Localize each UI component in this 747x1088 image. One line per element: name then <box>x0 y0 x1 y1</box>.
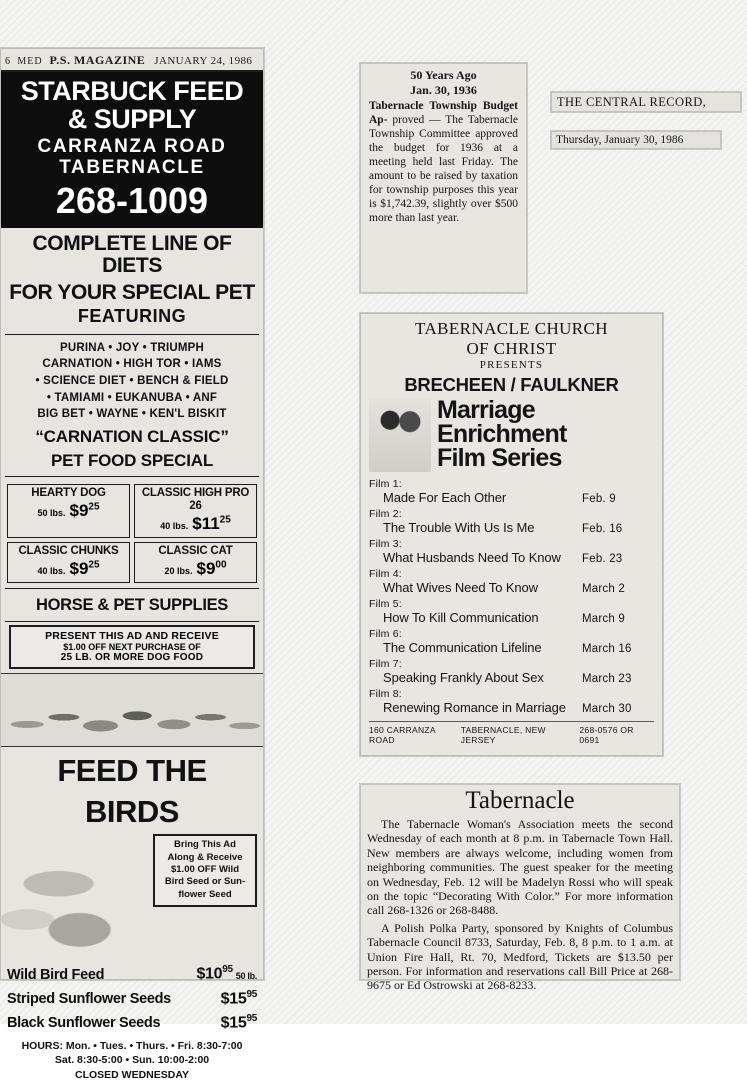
product-name: HEARTY DOG <box>31 486 106 499</box>
diets-headline-line1: COMPLETE LINE OF DIETS <box>32 231 232 277</box>
film-row <box>369 688 654 715</box>
film-row <box>369 478 654 505</box>
price-table <box>1 480 263 586</box>
bird-coupon-line4: Bird Seed or Sun- <box>164 876 246 888</box>
product-weight: 40 lbs. <box>160 520 189 531</box>
publication-date: JANUARY 24, 1986 <box>154 55 253 67</box>
feed-the-birds-line1: FEED THE <box>57 753 207 789</box>
hours-line1: HOURS: Mon. • Tues. • Thurs. • Fri. 8:30-7:00 <box>21 1040 243 1053</box>
rule-divider <box>5 588 259 589</box>
pets-illustration <box>1 673 263 747</box>
seed-price: $\$10^{95}50$ lb. <box>196 964 257 983</box>
feed-the-birds-line2: BIRDS <box>85 793 179 829</box>
product-weight: 20 lbs. <box>164 566 193 577</box>
series-title-block <box>369 398 654 472</box>
film-date: March 23 <box>582 673 632 686</box>
film-schedule-list <box>369 478 654 715</box>
product-weight: 50 lbs. <box>37 507 66 518</box>
ad-top-rule <box>1 49 263 72</box>
film-date: March 30 <box>582 703 632 716</box>
birds-illustration <box>1 830 263 958</box>
bird-coupon-line2: Along & Receive <box>167 851 243 863</box>
film-label: Film 1: <box>369 478 402 491</box>
starbuck-feed-advertisement <box>0 48 264 1081</box>
film-date: March 2 <box>582 583 625 596</box>
brand-list <box>1 338 263 425</box>
film-label: Film 2: <box>369 508 402 521</box>
brand-line: BIG BET • WAYNE • KEN'L BISKIT <box>37 408 227 421</box>
tabernacle-paragraph-1: The Tabernacle Woman's Association meets the second Wednesday of each month at 8 p.m. in Tabernacle Town Hall. New members are always welcome, including women from neighboring communities. The guest speaker for the meeting on Wednesday, Feb. 12 will be Madelyn Rossi who will speak on the topic “Decorating With Color.” For more information call 268-1326 or 268-8488. <box>367 817 673 918</box>
film-title: Made For Each Other <box>383 490 507 506</box>
film-row <box>369 568 654 595</box>
product-name: CLASSIC HIGH PRO 26 <box>141 486 250 512</box>
brand-line: • SCIENCE DIET • BENCH & FIELD <box>35 375 229 388</box>
fifty-years-kicker-line2: Jan. 30, 1936 <box>410 82 477 97</box>
seed-row <box>7 987 257 1011</box>
film-date: Feb. 9 <box>582 493 616 506</box>
price-cell <box>134 484 257 538</box>
church-address: 160 CARRANZA ROAD <box>369 725 436 746</box>
film-title: Speaking Frankly About Sex <box>383 670 544 686</box>
church-name-line2: OF CHRIST <box>466 338 557 358</box>
fifty-years-text: proved — The Tabernacle Township Committee approved the budget for 1936 at a meeting held last Friday. The amount to be raised by taxation for township purposes this year is $1,742.39, slightly over $500 more than last year. <box>369 114 518 225</box>
section-label: MED <box>17 56 43 67</box>
film-title: What Husbands Need To Know <box>383 550 561 566</box>
couple-illustration <box>369 398 431 472</box>
tabernacle-news-clipping <box>360 784 680 993</box>
fifty-years-kicker-line1: 50 Years Ago <box>410 68 477 82</box>
ad-header-block <box>1 72 263 228</box>
coupon-line1: PRESENT THIS AD AND RECEIVE <box>45 630 219 643</box>
coupon-line2: $1.00 OFF NEXT PURCHASE OF <box>63 642 201 653</box>
product-price: $\$9^{25}$ <box>69 500 100 520</box>
film-date: March 16 <box>582 643 632 656</box>
series-title-line2: Enrichment <box>437 420 567 449</box>
dog-food-coupon <box>9 625 255 669</box>
church-film-series-advertisement <box>360 313 663 756</box>
film-label: Film 7: <box>369 658 402 671</box>
presents-label: PRESENTS <box>479 359 544 372</box>
seed-price: $\$15^{95}$ <box>220 988 257 1007</box>
church-phone: 268-0576 OR 0691 <box>579 725 634 746</box>
film-row <box>369 658 654 685</box>
store-hours <box>1 1035 263 1088</box>
film-row <box>369 508 654 535</box>
tabernacle-paragraph-2: A Polish Polka Party, sponsored by Knights of Columbus Tabernacle Council 8733, Saturday, Feb. 8, 8 p.m. to 1 a.m. at Union Fire Hall, Rt. 70, Medford, Tickets are $13.50 per person. For information and reservations call Bill Price at 268-9675 or Ed Ostrowski at 268-8233. <box>367 920 673 993</box>
film-date: Feb. 23 <box>582 553 623 566</box>
film-date: March 9 <box>582 613 625 626</box>
presenters-name: BRECHEEN / FAULKNER <box>404 374 619 396</box>
tabernacle-headline: Tabernacle <box>465 787 575 814</box>
film-label: Film 3: <box>369 538 402 551</box>
diets-headline-line2: FOR YOUR SPECIAL PET <box>9 280 255 304</box>
coupon-line3: 25 LB. OR MORE DOG FOOD <box>60 652 204 664</box>
seed-row <box>7 962 257 986</box>
page-number: 6 <box>5 56 11 67</box>
seed-name: Striped Sunflower Seeds <box>7 990 171 1007</box>
series-title-line1: Marriage <box>437 396 535 425</box>
film-label: Film 4: <box>369 568 402 581</box>
church-name-line1: TABERNACLE CHURCH <box>415 319 608 338</box>
rule-divider <box>5 621 259 622</box>
store-street: CARRANZA ROAD <box>37 136 227 158</box>
store-name-line2: & SUPPLY <box>67 103 197 134</box>
product-price: $\$9^{00}$ <box>196 559 227 579</box>
church-town: TABERNACLE, NEW JERSEY <box>460 725 546 746</box>
product-price: $\$11^{25}$ <box>192 513 231 533</box>
product-price: $\$9^{25}$ <box>69 559 100 579</box>
fifty-years-ago-clipping <box>360 63 527 293</box>
film-title: The Communication Lifeline <box>383 640 542 656</box>
bird-coupon-line5: flower Seed <box>178 888 232 900</box>
store-phone: 268-1009 <box>55 179 209 221</box>
film-date: Feb. 16 <box>582 523 623 536</box>
price-cell <box>7 484 130 538</box>
seed-name: Black Sunflower Seeds <box>7 1015 161 1032</box>
church-footer <box>369 721 654 745</box>
newspaper-masthead: THE CENTRAL RECORD, <box>551 92 741 112</box>
newspaper-dateline: Thursday, January 30, 1986 <box>551 131 721 149</box>
film-title: How To Kill Communication <box>383 610 539 626</box>
price-cell <box>7 542 130 583</box>
bird-coupon-line1: Bring This Ad <box>174 839 236 851</box>
special-line2: PET FOOD SPECIAL <box>50 450 214 470</box>
hours-line3: CLOSED WEDNESDAY <box>75 1068 189 1081</box>
fifty-years-headline: Tabernacle Township Budget Ap- <box>369 100 518 127</box>
brand-line: PURINA • JOY • TRIUMPH <box>59 341 205 354</box>
film-label: Film 8: <box>369 688 402 701</box>
horse-pet-supplies-line: HORSE & PET SUPPLIES <box>35 596 229 615</box>
fifty-years-body <box>369 99 518 225</box>
film-title: What Wives Need To Know <box>383 580 538 596</box>
store-town: TABERNACLE <box>59 156 205 178</box>
brand-line: • TAMIAMI • EUKANUBA • ANF <box>46 391 218 404</box>
bird-coupon-line3: $1.00 OFF Wild <box>170 863 239 875</box>
series-title <box>437 396 567 473</box>
store-name-line1: STARBUCK FEED <box>20 76 244 106</box>
rule-divider <box>5 334 259 335</box>
film-row <box>369 598 654 625</box>
price-cell <box>134 542 257 583</box>
film-title: The Trouble With Us Is Me <box>383 520 535 536</box>
film-row <box>369 538 654 565</box>
special-line1: “CARNATION CLASSIC” <box>35 427 229 447</box>
featuring-label: FEATURING <box>77 305 187 326</box>
bird-seed-coupon <box>153 834 257 907</box>
brand-line: CARNATION • HIGH TOR • IAMS <box>42 358 222 371</box>
seed-price: $\$15^{95}$ <box>220 1012 257 1032</box>
series-title-line3: Film Series <box>437 444 562 473</box>
film-label: Film 5: <box>369 598 402 611</box>
seed-name: Wild Bird Feed <box>7 966 105 983</box>
seed-row <box>7 1011 257 1035</box>
film-title: Renewing Romance in Marriage <box>383 700 566 716</box>
product-weight: 40 lbs. <box>37 566 66 577</box>
film-row <box>369 628 654 655</box>
rule-divider <box>5 476 259 477</box>
product-name: CLASSIC CAT <box>158 544 233 557</box>
product-name: CLASSIC CHUNKS <box>18 544 119 557</box>
publication-name: P.S. MAGAZINE <box>49 53 146 67</box>
hours-line2: Sat. 8:30-5:00 • Sun. 10:00-2:00 <box>54 1054 210 1067</box>
film-label: Film 6: <box>369 628 402 641</box>
